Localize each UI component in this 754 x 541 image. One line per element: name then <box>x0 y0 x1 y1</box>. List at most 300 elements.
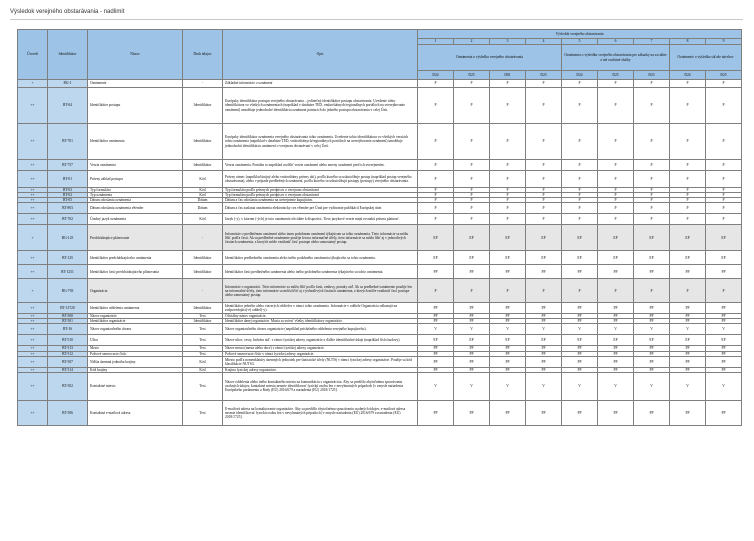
cell-value: PP <box>634 400 670 425</box>
cell-value: P <box>670 80 706 88</box>
cell-nazov: Identifikátor časti predchádzajúceho plánovania <box>88 265 183 279</box>
cell-value: PP <box>490 319 526 324</box>
table-row <box>18 303 742 314</box>
cell-druh-udajov: Identifikátor <box>183 319 223 324</box>
cell-value: P <box>454 160 490 171</box>
cell-value: PP <box>454 346 490 351</box>
cell-value: PP <box>562 314 598 319</box>
cell-identifikator: BT-01 <box>48 171 88 188</box>
cell-value: PP <box>490 303 526 314</box>
cell-value: V <box>598 324 634 335</box>
cell-uroven: ++ <box>18 265 48 279</box>
cell-nazov: Úradný jazyk oznámenia <box>88 214 183 225</box>
cell-value: PP <box>598 265 634 279</box>
cell-value: P <box>562 198 598 203</box>
cell-value: P <box>598 214 634 225</box>
cell-value: P <box>634 214 670 225</box>
header-num: 2 <box>454 39 490 45</box>
cell-nazov: Typ formulára <box>88 188 183 193</box>
cell-value: EP <box>490 251 526 265</box>
table-row <box>18 400 742 425</box>
cell-druh-udajov: Kód <box>183 367 223 372</box>
cell-value: PP <box>526 351 562 356</box>
cell-value: V <box>490 324 526 335</box>
cell-value: P <box>490 124 526 160</box>
cell-value: PP <box>418 356 454 367</box>
cell-opis: Poštové smerovacie číslo v rámci fyzickej adresy organizácie. <box>223 351 418 356</box>
cell-value: P <box>598 188 634 193</box>
cell-identifikator: BT-03 <box>48 188 88 193</box>
cell-nazov: Identifikátor oddelenia oznámenia <box>88 303 183 314</box>
cell-nazov: Právny základ postupu <box>88 171 183 188</box>
header-sub-1: Oznámenia o výsledku verejného obstarávania <box>418 45 562 71</box>
header-code: D25 <box>706 71 742 80</box>
cell-value: EP <box>526 335 562 346</box>
cell-identifikator: BT-803 <box>48 203 88 214</box>
cell-uroven: ++ <box>18 367 48 372</box>
cell-value: PP <box>634 346 670 351</box>
cell-identifikator: BT-702 <box>48 214 88 225</box>
cell-value: P <box>634 203 670 214</box>
cell-value: P <box>670 171 706 188</box>
cell-value: PP <box>670 367 706 372</box>
cell-value: P <box>670 279 706 303</box>
cell-value: P <box>670 124 706 160</box>
cell-uroven: ++ <box>18 88 48 124</box>
cell-nazov: Organizácia <box>88 279 183 303</box>
cell-uroven: ++ <box>18 214 48 225</box>
header-num: 7 <box>634 39 670 45</box>
header-sub-2: Oznámenia o výsledku verejného obstarávania pre zákazky na sociálne a iné osobitné služby <box>562 45 670 71</box>
cell-value: V <box>418 324 454 335</box>
cell-value: PP <box>670 303 706 314</box>
header-sub-3: Oznámenie o výsledku súťaže návrhov <box>670 45 742 71</box>
cell-opis: Európsky identifikátor oznámenia verejného obstarávania tohto oznámenia. Uvedenie tohto identifikátora vo všetkých verziách tohto oznámenia (napríklad v databáze TED, vnútroštátnych/regionálnych portáloch na uverejňovanie oznámení) umožňuje jednoduchú identifikáciu oznámení o verejnom obstarávaní v celej Únii. <box>223 124 418 160</box>
cell-identifikator: BT-13720 <box>48 303 88 314</box>
cell-druh-udajov: - <box>183 279 223 303</box>
cell-value: EP <box>598 225 634 251</box>
cell-value: P <box>526 160 562 171</box>
cell-value: PP <box>706 346 742 351</box>
cell-value: PP <box>526 356 562 367</box>
cell-identifikator: BT-500 <box>48 314 88 319</box>
cell-uroven: ++ <box>18 171 48 188</box>
cell-value: PP <box>706 351 742 356</box>
cell-value: P <box>454 198 490 203</box>
cell-value: PP <box>706 319 742 324</box>
cell-druh-udajov: Text <box>183 351 223 356</box>
cell-value: PP <box>454 351 490 356</box>
cell-value: PP <box>706 367 742 372</box>
cell-value: PP <box>598 314 634 319</box>
cell-value: P <box>562 279 598 303</box>
cell-value: PP <box>490 400 526 425</box>
cell-value: EP <box>706 251 742 265</box>
cell-value: PP <box>418 346 454 351</box>
cell-value: PP <box>562 356 598 367</box>
cell-value: EP <box>418 225 454 251</box>
table-row <box>18 203 742 214</box>
cell-value: P <box>526 171 562 188</box>
cell-value: P <box>418 193 454 198</box>
cell-value: PP <box>562 319 598 324</box>
cell-nazov: Poštové smerovacie číslo <box>88 351 183 356</box>
cell-opis: Krajina fyzickej adresy organizácie. <box>223 367 418 372</box>
cell-identifikator: BT-510 <box>48 335 88 346</box>
cell-value: PP <box>634 314 670 319</box>
cell-identifikator: BG-1 <box>48 80 88 88</box>
cell-value: P <box>670 203 706 214</box>
cell-value: P <box>706 203 742 214</box>
header-identifikator: Identifikátor <box>48 30 88 80</box>
cell-value: EP <box>418 335 454 346</box>
table-header <box>18 30 742 80</box>
cell-value: P <box>418 80 454 88</box>
cell-value: PP <box>670 351 706 356</box>
cell-value: P <box>634 198 670 203</box>
header-nazov: Názov <box>88 30 183 80</box>
header-num: 8 <box>670 39 706 45</box>
cell-value: P <box>670 160 706 171</box>
cell-value: P <box>526 214 562 225</box>
cell-identifikator: BT-04 <box>48 88 88 124</box>
cell-value: PP <box>418 303 454 314</box>
header-code: D25 <box>454 71 490 80</box>
cell-value: PP <box>598 319 634 324</box>
cell-value: P <box>706 88 742 124</box>
cell-value: P <box>526 124 562 160</box>
title-divider <box>10 19 743 20</box>
cell-identifikator: BT-701 <box>48 124 88 160</box>
cell-value: PP <box>634 356 670 367</box>
cell-value: PP <box>670 346 706 351</box>
cell-value: PP <box>562 265 598 279</box>
cell-value: PP <box>490 351 526 356</box>
header-code: D23 <box>634 71 670 80</box>
cell-value: V <box>706 324 742 335</box>
cell-value: P <box>634 160 670 171</box>
cell-uroven: ++ <box>18 198 48 203</box>
cell-value: P <box>706 279 742 303</box>
cell-druh-udajov: Dátum <box>183 198 223 203</box>
cell-druh-udajov: Identifikátor <box>183 88 223 124</box>
cell-value: P <box>562 193 598 198</box>
cell-opis: Informácie o predbežnom oznámení alebo inom podobnom oznámení týkajúcom sa tohto oznámenia. Tieto informácie sa môžu líšiť podľa časti. Ak sa predbežné oznámenie použije len na informačné účely, tieto informácie sa môžu líšiť aj v jednotlivých častiach oznámenia, z ktorých môže vzniknúť časť postupe alebo samostatný postup. <box>223 225 418 251</box>
cell-value: EP <box>598 335 634 346</box>
cell-identifikator: BT-757 <box>48 160 88 171</box>
cell-nazov: Identifikátor oznámenia <box>88 124 183 160</box>
cell-value: EP <box>490 335 526 346</box>
cell-value: P <box>490 198 526 203</box>
cell-uroven: ++ <box>18 203 48 214</box>
cell-druh-udajov: Identifikátor <box>183 251 223 265</box>
cell-value: PP <box>562 303 598 314</box>
table-row <box>18 88 742 124</box>
cell-value: P <box>454 193 490 198</box>
cell-value: PP <box>490 367 526 372</box>
cell-value: EP <box>634 251 670 265</box>
cell-value: P <box>670 188 706 193</box>
cell-druh-udajov: Text <box>183 335 223 346</box>
cell-value: V <box>418 372 454 400</box>
cell-nazov: Dátum odoslania oznámenia eSender <box>88 203 183 214</box>
cell-identifikator: BT-502 <box>48 372 88 400</box>
cell-value: P <box>562 160 598 171</box>
cell-value: EP <box>634 225 670 251</box>
cell-value: P <box>526 193 562 198</box>
cell-value: PP <box>706 400 742 425</box>
cell-value: V <box>454 324 490 335</box>
cell-value: PP <box>634 303 670 314</box>
cell-value: PP <box>598 346 634 351</box>
cell-value: EP <box>454 225 490 251</box>
cell-druh-udajov: Identifikátor <box>183 303 223 314</box>
cell-value: PP <box>634 265 670 279</box>
cell-value: P <box>490 188 526 193</box>
cell-value: PP <box>526 319 562 324</box>
data-table <box>17 29 742 426</box>
cell-value: PP <box>454 314 490 319</box>
cell-druh-udajov: Identifikátor <box>183 160 223 171</box>
table-row <box>18 124 742 160</box>
cell-value: PP <box>706 265 742 279</box>
cell-identifikator: BT-05 <box>48 198 88 203</box>
cell-value: V <box>490 372 526 400</box>
cell-druh-udajov: - <box>183 80 223 88</box>
cell-value: P <box>490 214 526 225</box>
cell-value: P <box>598 124 634 160</box>
cell-druh-udajov: Text <box>183 324 223 335</box>
cell-identifikator: BT-16 <box>48 324 88 335</box>
cell-opis: Dátum a čas zaslania oznámenia elektronicky cez eSender pre Úrad pre vydávanie publikácií Európskej únie. <box>223 203 418 214</box>
cell-value: PP <box>598 356 634 367</box>
cell-identifikator: BT-514 <box>48 367 88 372</box>
cell-opis: Dátum a čas odoslania oznámenia na uverejnenie kupujúcim. <box>223 198 418 203</box>
header-num: 3 <box>490 39 526 45</box>
cell-opis: Názov oddelenia alebo iného kontaktného miesta na komunikáciu s organizáciou. Aby sa predišlo zbytočnému spracúvaniu osobných údajov, kontaktné miesto nesmie identifikovať fyzickú osobu len v nevyhnutných prípadoch [v zmysle nariadenia Európskeho parlamentu a Rady (EÚ) 2016/679 a nariadenia (EÚ) 2018/1725]. <box>223 372 418 400</box>
cell-nazov: Verzia oznámenia <box>88 160 183 171</box>
cell-value: P <box>418 203 454 214</box>
cell-value: P <box>562 80 598 88</box>
cell-value: EP <box>526 251 562 265</box>
table-row <box>18 279 742 303</box>
header-code: D24 <box>670 71 706 80</box>
cell-identifikator: BG-703 <box>48 279 88 303</box>
cell-value: P <box>526 203 562 214</box>
table-row <box>18 225 742 251</box>
cell-value: P <box>706 198 742 203</box>
cell-druh-udajov: Text <box>183 314 223 319</box>
cell-druh-udajov: Kód <box>183 214 223 225</box>
cell-value: EP <box>454 251 490 265</box>
table-body <box>18 80 742 426</box>
cell-value: PP <box>454 367 490 372</box>
table-row <box>18 356 742 367</box>
header-num: 6 <box>598 39 634 45</box>
cell-value: P <box>598 279 634 303</box>
cell-value: PP <box>526 400 562 425</box>
cell-identifikator: BT-1251 <box>48 265 88 279</box>
header-code: D24 <box>562 71 598 80</box>
cell-value: P <box>490 279 526 303</box>
cell-druh-udajov: Text <box>183 372 223 400</box>
cell-value: P <box>634 171 670 188</box>
cell-uroven: ++ <box>18 356 48 367</box>
cell-value: P <box>598 193 634 198</box>
cell-nazov: Predchádzajúce plánovanie <box>88 225 183 251</box>
cell-value: P <box>454 214 490 225</box>
cell-opis: Názov ulice, cesty, bulváru atď. v rámci fyzickej adresy organizácie a ďalšie identifikačné údaje (napríklad číslo budovy). <box>223 335 418 346</box>
cell-uroven: + <box>18 80 48 88</box>
cell-value: PP <box>418 319 454 324</box>
cell-value: PP <box>490 314 526 319</box>
cell-value: V <box>562 324 598 335</box>
cell-uroven: ++ <box>18 319 48 324</box>
cell-value: PP <box>670 356 706 367</box>
cell-value: P <box>670 198 706 203</box>
header-code: D25 <box>598 71 634 80</box>
cell-value: V <box>562 372 598 400</box>
cell-opis: Právny rámec (napríklad únijný alebo vnútroštátny právny akt), podľa ktorého sa uskutočňuje postup (napríklad postup verejného obstarávania), alebo v prípade predbežných oznámení, podľa ktorého sa uskutočňujú postupy (postupy) verejného obstarávania. <box>223 171 418 188</box>
cell-druh-udajov: Identifikátor <box>183 265 223 279</box>
cell-value: V <box>526 324 562 335</box>
cell-value: EP <box>670 251 706 265</box>
cell-uroven: ++ <box>18 303 48 314</box>
cell-value: PP <box>562 351 598 356</box>
cell-value: P <box>526 80 562 88</box>
cell-value: P <box>634 279 670 303</box>
cell-value: V <box>634 324 670 335</box>
cell-uroven: ++ <box>18 314 48 319</box>
cell-value: PP <box>418 400 454 425</box>
cell-opis: Identifikátor jedného alebo viacerých oddielov v rámci tohto oznámenia. Informácie v oddiele Organizácia odkazujú na zodpovedajúci(-e) oddiel(-y). <box>223 303 418 314</box>
cell-value: V <box>634 372 670 400</box>
cell-opis: Európsky identifikátor postupu verejného obstarávania – jedinečný identifikátor postupu obstarávania. Uvedenie tohto identifikátora vo všetkých oznámeniach (napríklad v databáze TED, vnútroštátnych/regionálnych portáloch na uverejňovanie oznámení) umožňuje jednoduché identifikácia oznámení patriacich do jedného postupu obstarávania v celej Únii. <box>223 88 418 124</box>
header-num: 4 <box>526 39 562 45</box>
cell-value: P <box>418 160 454 171</box>
cell-value: P <box>418 124 454 160</box>
cell-value: PP <box>490 265 526 279</box>
cell-value: P <box>454 171 490 188</box>
cell-opis: Identifikátor danej organizácie. Musia sa uviesť všetky identifikátory organizácie. <box>223 319 418 324</box>
cell-nazov: Kód krajiny <box>88 367 183 372</box>
cell-opis: Názov mesta (mesta alebo obce) v rámci fyzickej adresy organizácie. <box>223 346 418 351</box>
cell-value: P <box>454 188 490 193</box>
cell-value: P <box>562 214 598 225</box>
cell-value: P <box>634 80 670 88</box>
cell-value: P <box>598 171 634 188</box>
cell-value: PP <box>706 314 742 319</box>
cell-value: V <box>454 372 490 400</box>
cell-value: P <box>526 198 562 203</box>
cell-value: PP <box>598 400 634 425</box>
cell-uroven: ++ <box>18 251 48 265</box>
cell-value: P <box>634 124 670 160</box>
cell-uroven: ++ <box>18 351 48 356</box>
cell-opis: Identifikátor predbežného oznámenia alebo iného podobného oznámenia týkajúceho sa tohto oznámenia. <box>223 251 418 265</box>
cell-value: P <box>418 88 454 124</box>
cell-value: P <box>598 88 634 124</box>
cell-value: P <box>490 203 526 214</box>
cell-value: PP <box>562 400 598 425</box>
header-group: Výsledok verejného obstarávania <box>418 30 742 39</box>
cell-value: P <box>634 88 670 124</box>
cell-druh-udajov: Text <box>183 346 223 351</box>
cell-value: EP <box>598 251 634 265</box>
cell-value: P <box>454 88 490 124</box>
cell-uroven: ++ <box>18 372 48 400</box>
cell-value: V <box>526 372 562 400</box>
cell-value: P <box>706 160 742 171</box>
cell-value: EP <box>670 335 706 346</box>
cell-value: EP <box>562 251 598 265</box>
cell-value: PP <box>598 303 634 314</box>
cell-value: EP <box>706 335 742 346</box>
cell-uroven: ++ <box>18 324 48 335</box>
cell-value: PP <box>526 303 562 314</box>
cell-druh-udajov: Kód <box>183 188 223 193</box>
cell-druh-udajov: - <box>183 225 223 251</box>
cell-value: PP <box>634 319 670 324</box>
cell-value: PP <box>670 400 706 425</box>
cell-opis: Jazyk (-y), v ktorom (-ých) je toto oznámenie oficiálne k dispozícii. Tieto jazykové verzie majú rovnakú právnu platnosť. <box>223 214 418 225</box>
cell-value: V <box>670 324 706 335</box>
cell-uroven: + <box>18 225 48 251</box>
cell-nazov: Identifikátor predchádzajúceho oznámenia <box>88 251 183 265</box>
cell-uroven: ++ <box>18 346 48 351</box>
cell-identifikator: BT-507 <box>48 356 88 367</box>
cell-druh-udajov: Identifikátor <box>183 124 223 160</box>
cell-opis: Typ formulára podľa právnych predpisov o verejnom obstarávaní <box>223 193 418 198</box>
table-row <box>18 324 742 335</box>
cell-value: P <box>454 203 490 214</box>
cell-nazov: Nižšia územná jednotka krajiny <box>88 356 183 367</box>
cell-druh-udajov: Kód <box>183 356 223 367</box>
cell-value: EP <box>454 335 490 346</box>
cell-value: P <box>526 279 562 303</box>
cell-value: PP <box>454 265 490 279</box>
cell-druh-udajov: Dátum <box>183 203 223 214</box>
cell-value: P <box>706 188 742 193</box>
cell-value: PP <box>490 346 526 351</box>
cell-value: P <box>490 88 526 124</box>
cell-uroven: ++ <box>18 335 48 346</box>
cell-uroven: ++ <box>18 193 48 198</box>
cell-value: EP <box>670 225 706 251</box>
cell-value: EP <box>562 335 598 346</box>
cell-opis: Miesto podľa nomenklatúry územných jednotiek pre štatistické účely (NUTS) v rámci fyzickej adresy organizácie. Použije sa kód klasifikácie NUTS3. <box>223 356 418 367</box>
cell-value: PP <box>670 314 706 319</box>
cell-value: P <box>562 124 598 160</box>
cell-value: EP <box>706 225 742 251</box>
cell-value: PP <box>454 356 490 367</box>
cell-value: P <box>454 124 490 160</box>
cell-value: P <box>670 88 706 124</box>
cell-value: EP <box>562 225 598 251</box>
header-num: 5 <box>562 39 598 45</box>
cell-value: PP <box>418 314 454 319</box>
cell-value: PP <box>634 351 670 356</box>
table-row <box>18 251 742 265</box>
cell-value: PP <box>526 367 562 372</box>
cell-value: P <box>706 193 742 198</box>
cell-value: PP <box>418 367 454 372</box>
cell-value: P <box>526 188 562 193</box>
cell-identifikator: BT-125 <box>48 251 88 265</box>
cell-value: PP <box>454 400 490 425</box>
cell-value: P <box>418 279 454 303</box>
header-code: D81 <box>490 71 526 80</box>
